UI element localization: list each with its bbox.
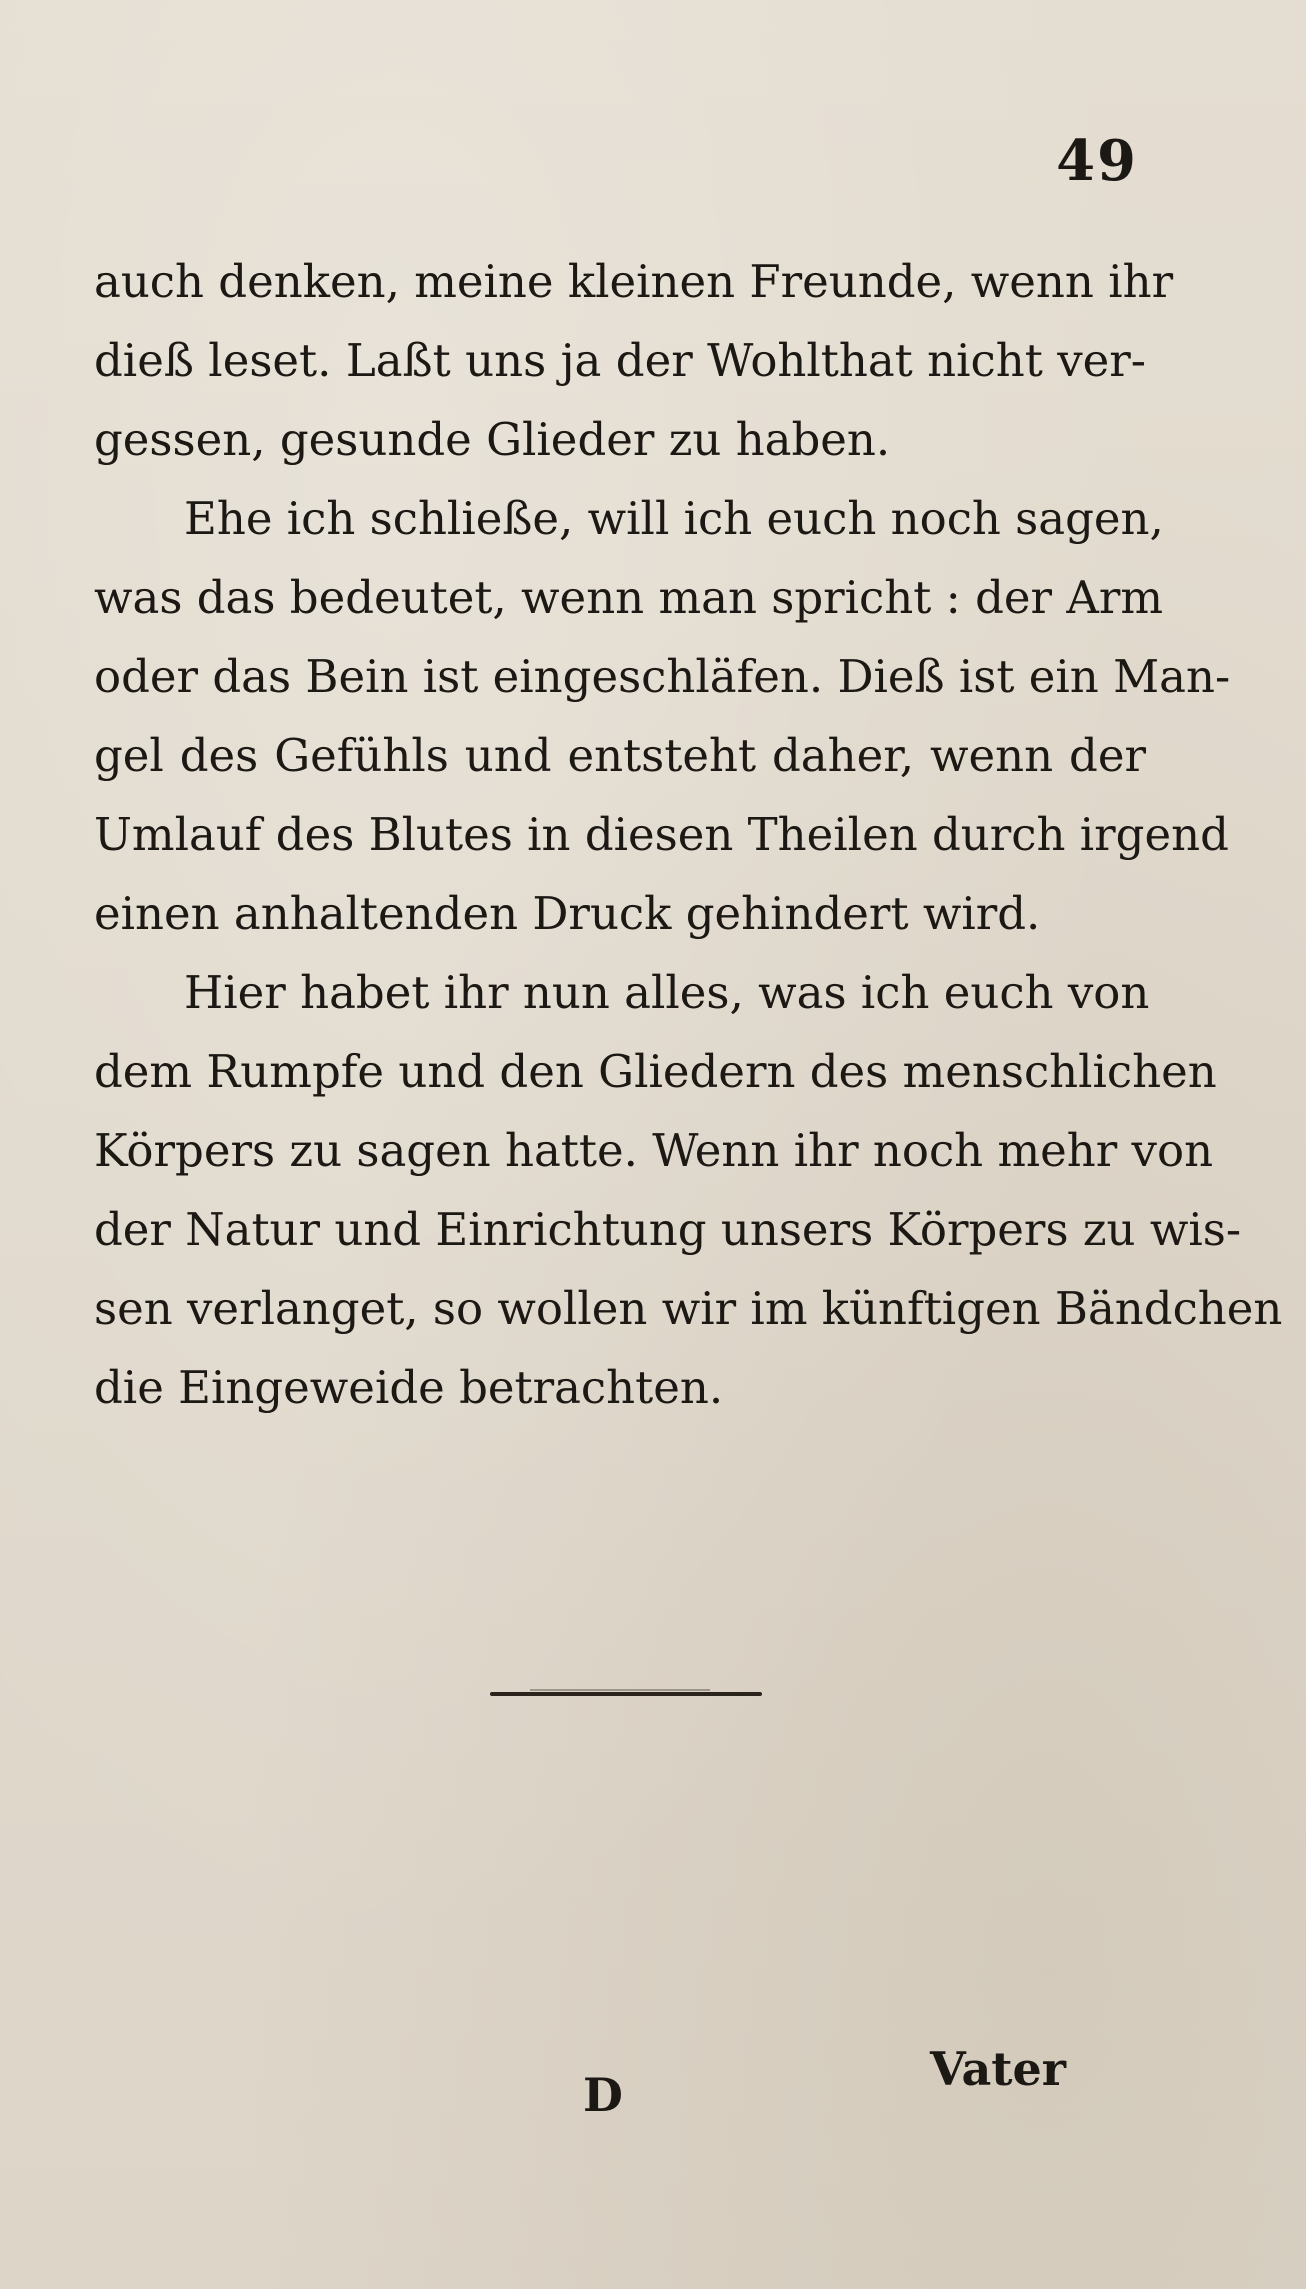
text-line: oder das Bein ist eingeschläfen. Dieß ist ein Man-	[94, 650, 1231, 703]
text-line: was das bedeutet, wenn man spricht : der Arm	[94, 571, 1164, 624]
text-line: einen anhaltenden Druck gehindert wird.	[94, 887, 1041, 940]
section-divider-rule	[490, 1692, 762, 1696]
text-line: auch denken, meine kleinen Freunde, wenn ihr	[94, 255, 1174, 308]
paragraph-1	[94, 242, 1174, 479]
text-line: Ehe ich schließe, will ich euch noch sagen,	[184, 492, 1164, 545]
text-line: sen verlanget, so wollen wir im künftigen Bändchen	[94, 1282, 1283, 1335]
text-line: die Eingeweide betrachten.	[94, 1361, 724, 1414]
signature-mark: D	[583, 2068, 623, 2122]
text-line: dem Rumpfe und den Gliedern des menschlichen	[94, 1045, 1217, 1098]
paragraph-3	[94, 953, 1283, 1427]
text-line: der Natur und Einrichtung unsers Körpers zu wis-	[94, 1203, 1242, 1256]
text-line: Hier habet ihr nun alles, was ich euch von	[184, 966, 1150, 1019]
body-text	[94, 242, 1283, 1427]
text-line: dieß leset. Laßt uns ja der Wohlthat nicht ver-	[94, 334, 1146, 387]
text-line: Umlauf des Blutes in diesen Theilen durch irgend	[94, 808, 1229, 861]
text-line: Körpers zu sagen hatte. Wenn ihr noch mehr von	[94, 1124, 1214, 1177]
text-line: gel des Gefühls und entsteht daher, wenn der	[94, 729, 1146, 782]
text-line: gessen, gesunde Glieder zu haben.	[94, 413, 891, 466]
paragraph-2	[94, 479, 1231, 953]
catchword: Vater	[930, 2042, 1067, 2096]
page-number: 49	[1056, 128, 1138, 194]
